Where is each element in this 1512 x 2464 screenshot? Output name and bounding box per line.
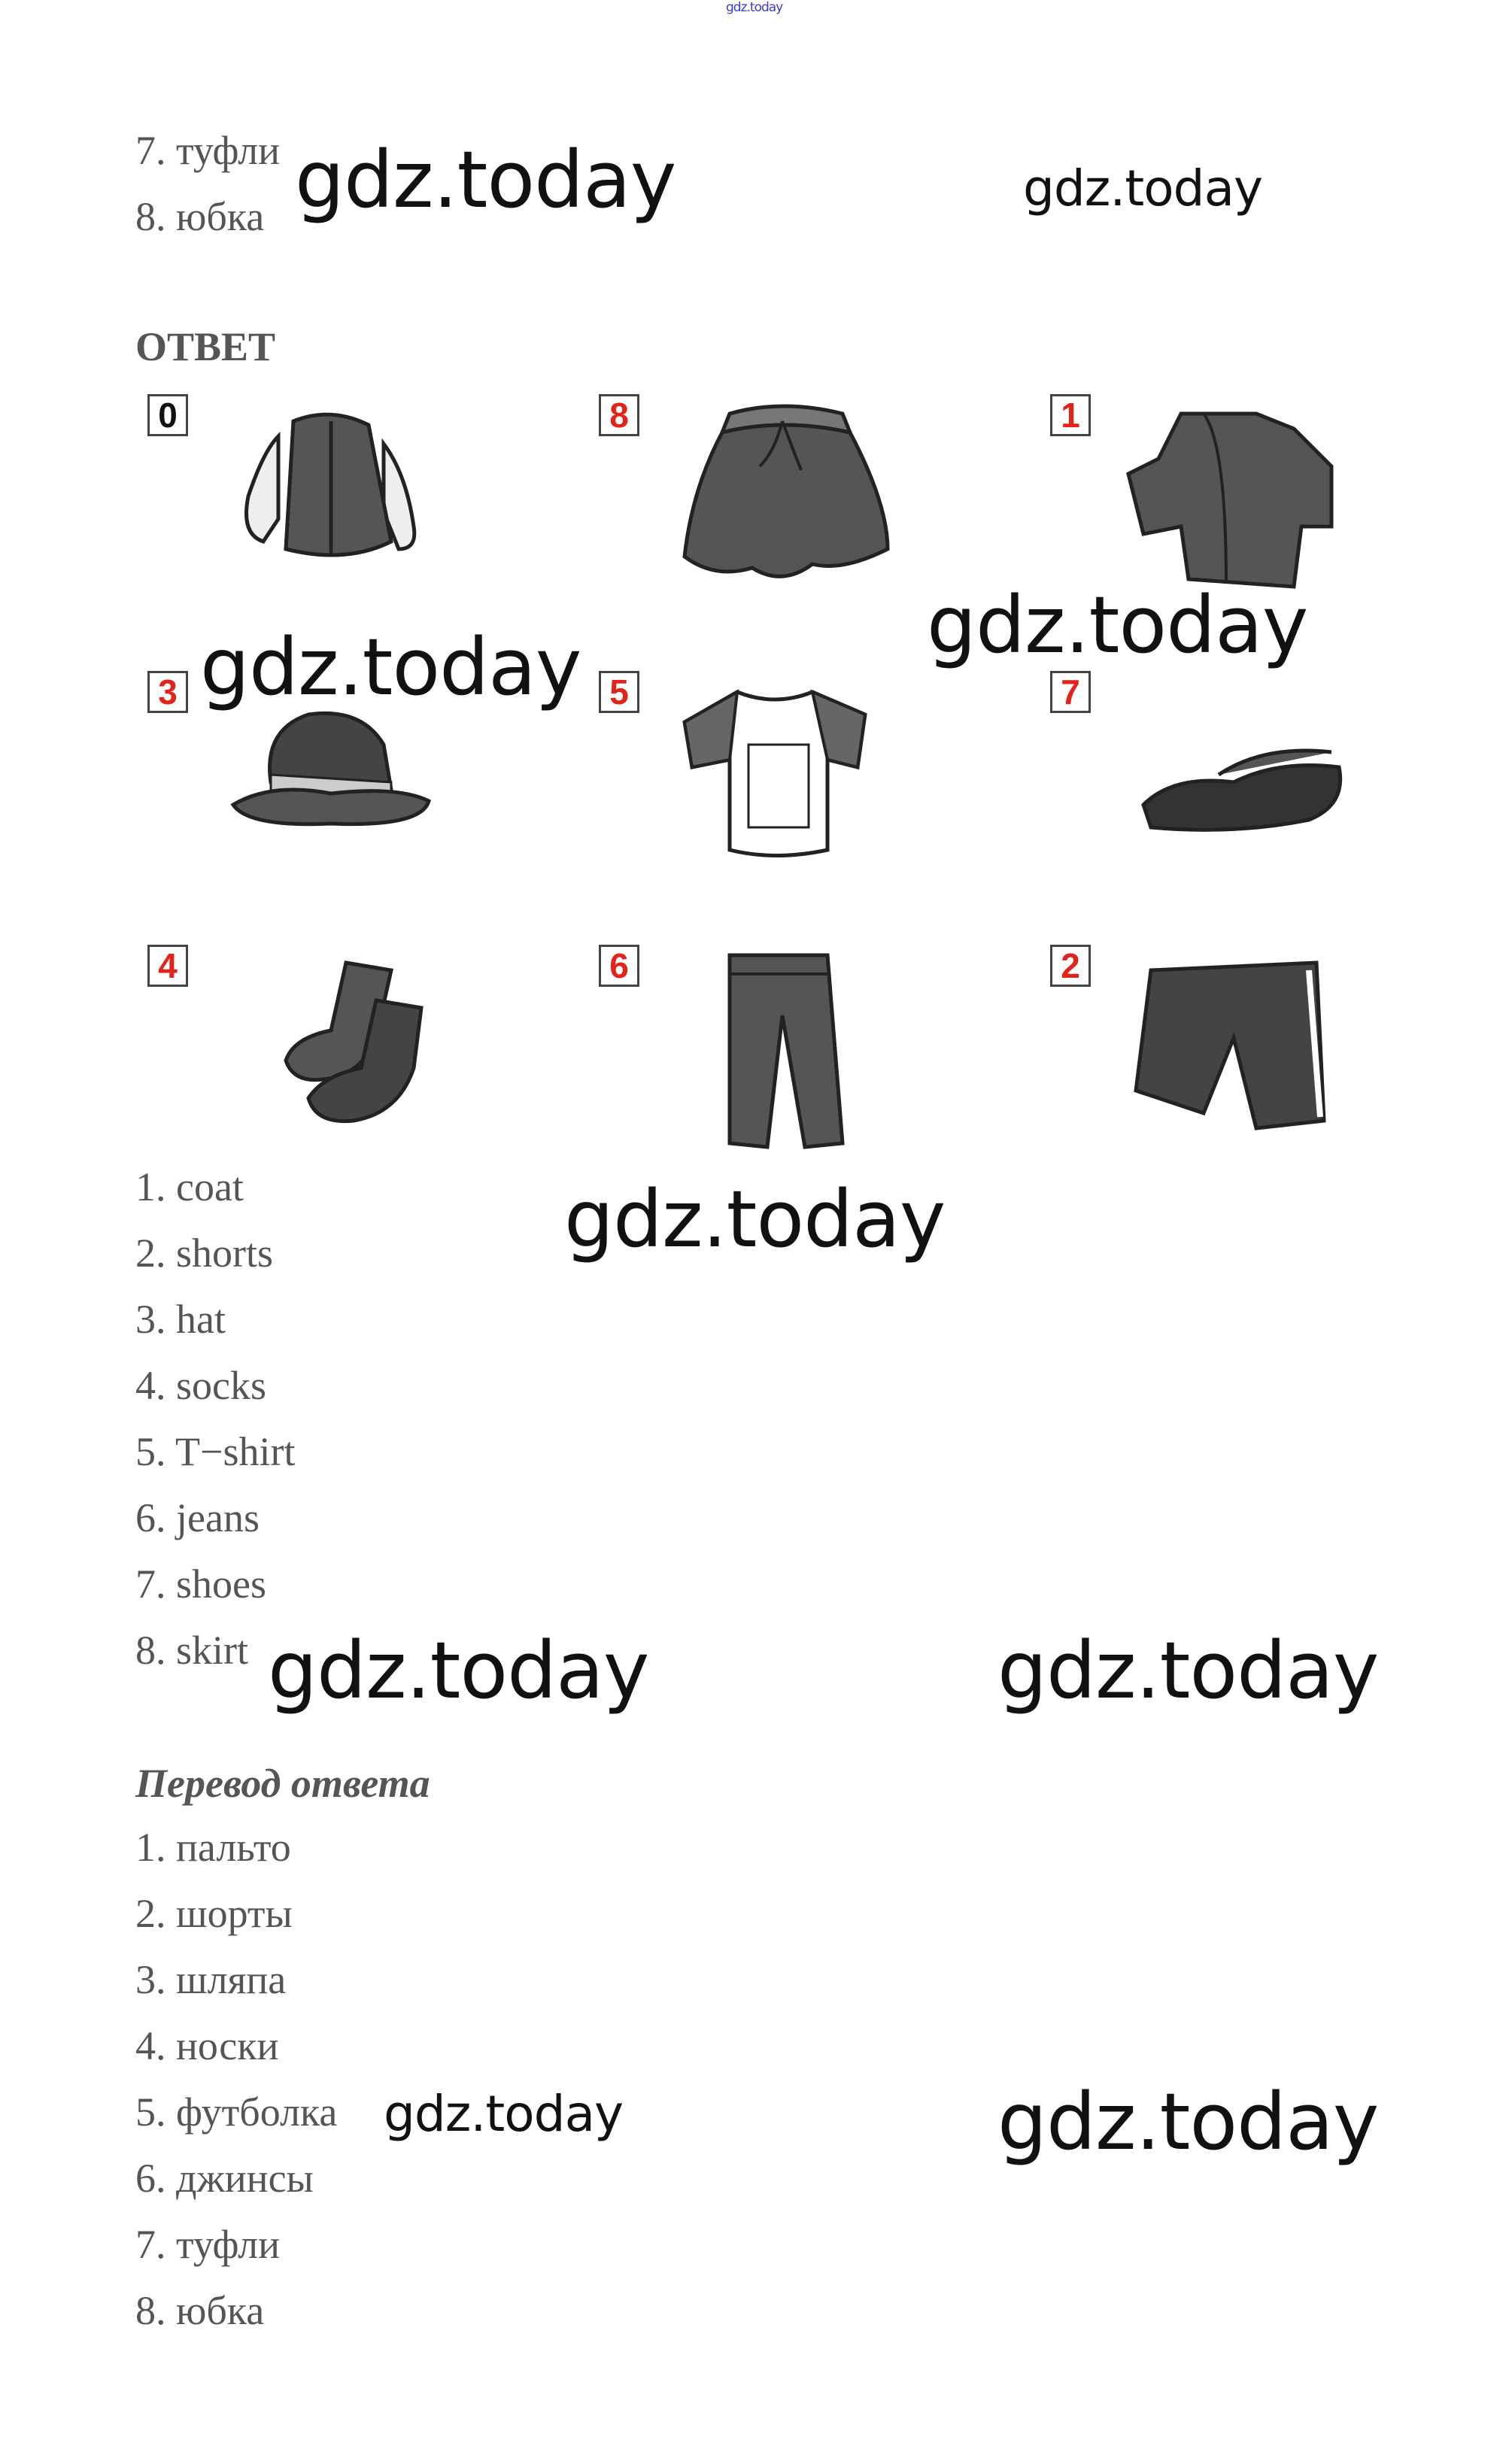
picture-number-badge: 8 [599,394,639,436]
list-item: 1. coat [135,1164,244,1209]
watermark: gdz.today [295,134,676,226]
watermark: gdz.today [268,1625,649,1716]
answer-heading: ОТВЕТ [135,324,276,369]
watermark: gdz.today [927,579,1308,671]
list-item: 7. shoes [135,1561,266,1607]
list-item: 8. юбка [135,2288,265,2333]
watermark: gdz.today [384,2085,624,2143]
watermark: gdz.today [997,1625,1379,1716]
list-item: 1. пальто [135,1825,291,1870]
picture-number-badge: 5 [599,671,639,713]
picture-number-badge: 2 [1050,945,1091,987]
watermark: gdz.today [200,621,581,713]
jeans-icon [707,940,858,1158]
list-item: 4. носки [135,2023,279,2068]
coat-icon [1113,399,1347,594]
top-watermark: gdz.today [726,0,783,15]
list-item: 2. шорты [135,1891,293,1936]
list-item: 4. socks [135,1363,266,1408]
skirt-icon [669,399,903,594]
watermark: gdz.today [564,1173,946,1265]
picture-number-badge: 7 [1050,671,1091,713]
vest-jacket-icon [218,406,444,572]
list-item: 3. hat [135,1297,226,1342]
watermark: gdz.today [997,2076,1379,2168]
list-item: 5. T−shirt [135,1429,296,1474]
picture-number-badge: 4 [147,945,188,987]
shorts-icon [1121,955,1339,1143]
picture-number-badge: 1 [1050,394,1091,436]
list-item: 2. shorts [135,1230,274,1276]
hat-icon [226,699,436,835]
top-line-8: 8. юбка [135,194,265,239]
top-line-7: 7. туфли [135,128,281,173]
list-item: 8. skirt [135,1628,249,1673]
list-item: 5. футболка [135,2089,338,2135]
list-item: 7. туфли [135,2222,281,2267]
list-item: 6. jeans [135,1495,260,1540]
t-shirt-icon [669,677,888,865]
picture-number-badge: 0 [147,394,188,436]
socks-icon [226,948,444,1136]
picture-number-badge: 6 [599,945,639,987]
list-item: 3. шляпа [135,1957,287,2002]
translation-heading: Перевод ответа [135,1761,430,1806]
shoes-icon [1128,715,1354,842]
list-item: 6. джинсы [135,2156,314,2201]
watermark: gdz.today [1023,159,1263,217]
picture-number-badge: 3 [147,671,188,713]
